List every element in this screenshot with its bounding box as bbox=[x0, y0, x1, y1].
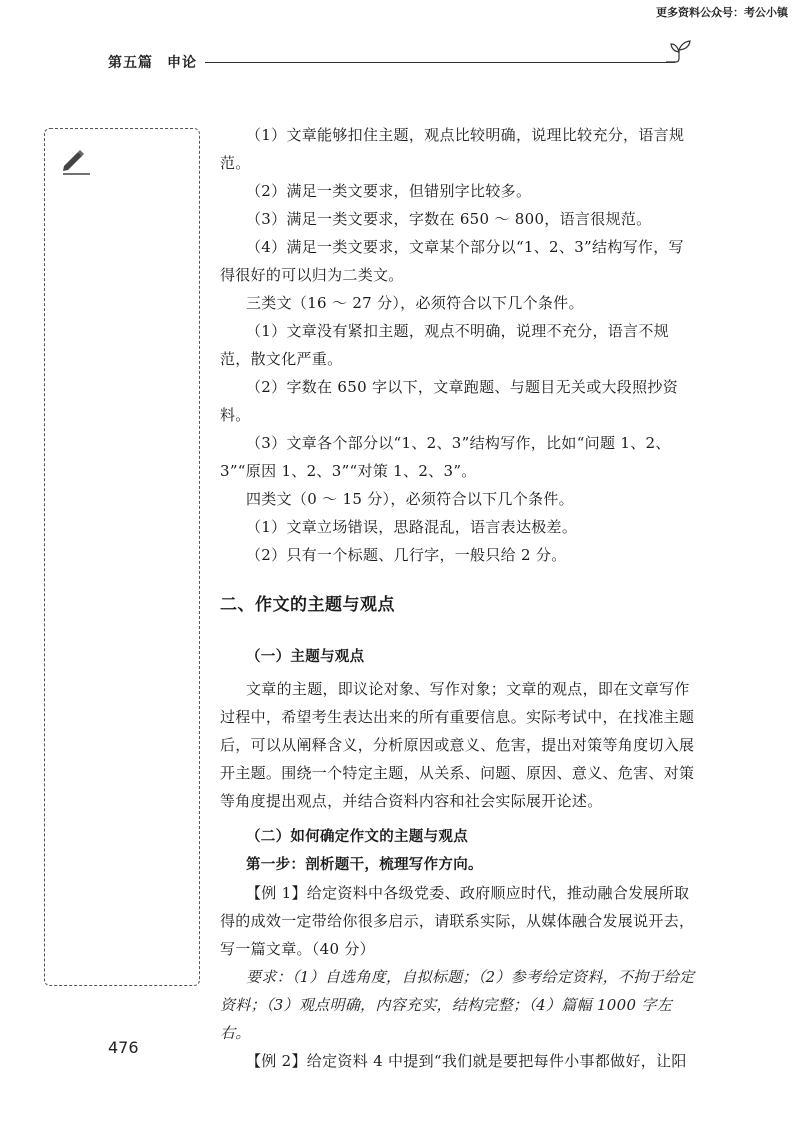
running-head bbox=[108, 52, 197, 72]
paragraph: （3）满足一类文要求，字数在 650 ～ 800，语言很规范。 bbox=[246, 210, 652, 228]
paragraph: （4）满足一类文要求，文章某个部分以“1、2、3”结构写作，写得很好的可以归为二类文。 bbox=[220, 238, 684, 284]
requirements-paragraph: 要求：（1）自选角度，自拟标题；（2）参考给定资料，不拘于给定资料；（3）观点明确，内容充实，结构完整；（4）篇幅 1000 字左右。 bbox=[220, 968, 695, 1042]
paragraph: （1）文章没有紧扣主题，观点不明确，说理不充分，语言不规范，散文化严重。 bbox=[220, 322, 669, 368]
subsection-heading: （二）如何确定作文的主题与观点 bbox=[246, 829, 468, 845]
notes-margin-box bbox=[44, 128, 200, 986]
paragraph: （1）文章能够扣住主题，观点比较明确，说理比较充分，语言规范。 bbox=[220, 126, 685, 172]
page-content bbox=[220, 121, 695, 1075]
paragraph: （2）满足一类文要求，但错别字比较多。 bbox=[246, 182, 532, 200]
pen-icon bbox=[60, 146, 94, 176]
paragraph: （1）文章立场错误，思路混乱，语言表达极差。 bbox=[246, 518, 578, 536]
subject-label: 申论 bbox=[167, 55, 197, 71]
paragraph: （3）文章各个部分以“1、2、3”结构写作，比如“问题 1、2、3”“原因 1、2、3”“对策 1、2、3”。 bbox=[220, 434, 671, 480]
header-rule bbox=[205, 62, 675, 63]
subsection-heading: （一）主题与观点 bbox=[246, 649, 365, 665]
step-heading: 第一步：剖析题干，梳理写作方向。 bbox=[246, 857, 483, 873]
top-note: 更多资料公众号：考公小镇 bbox=[656, 6, 788, 19]
example-paragraph: 【例 1】给定资料中各级党委、政府顺应时代，推动融合发展所取得的成效一定带给你很多启示，请联系实际，从媒体融合发展说开去，写一篇文章。（40 分） bbox=[220, 884, 695, 958]
part-label: 第五篇 bbox=[108, 55, 153, 71]
paragraph: 文章的主题，即议论对象、写作对象；文章的观点，即在文章写作过程中，希望考生表达出来的所有重要信息。实际考试中，在找准主题后，可以从阐释含义，分析原因或意义、危害，提出对策等角度切入展开主题。围绕一个特定主题，从关系、问题、原因、意义、危害、对策等角度提出观点，并结合资料内容和社会实际展开论述。 bbox=[220, 680, 695, 810]
paragraph: （2）只有一个标题、几行字，一般只给 2 分。 bbox=[246, 546, 567, 564]
paragraph: 四类文（0 ～ 15 分），必须符合以下几个条件。 bbox=[246, 490, 574, 508]
example-paragraph: 【例 2】给定资料 4 中提到“我们就是要把每件小事都做好，让阳 bbox=[246, 1052, 687, 1070]
paragraph: （2）字数在 650 字以下，文章跑题、与题目无关或大段照抄资料。 bbox=[220, 378, 679, 424]
sprout-icon bbox=[664, 38, 694, 68]
paragraph: 三类文（16 ～ 27 分），必须符合以下几个条件。 bbox=[246, 294, 584, 312]
page-number: 476 bbox=[108, 1038, 139, 1057]
section-heading: 二、作文的主题与观点 bbox=[220, 595, 395, 615]
